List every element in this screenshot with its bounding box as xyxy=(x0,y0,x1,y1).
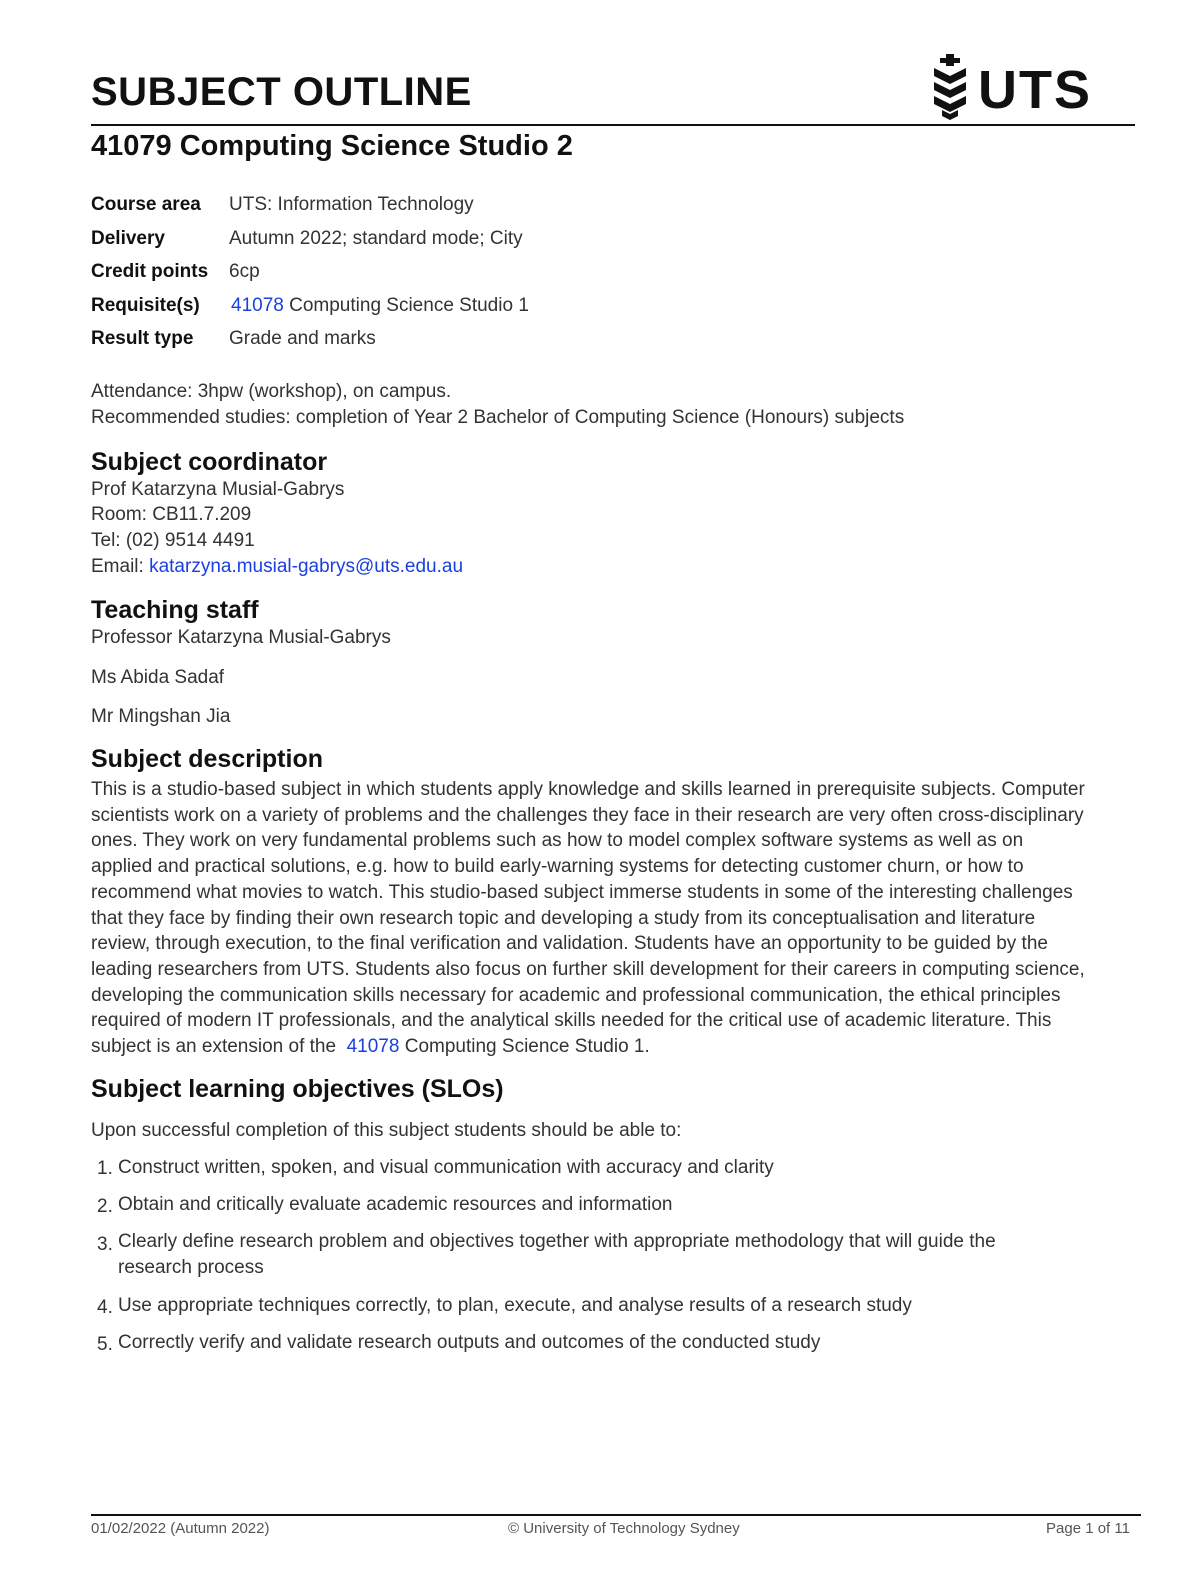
description-last-suffix: Computing Science Studio 1. xyxy=(404,1036,650,1058)
teaching-staff-heading: Teaching staff xyxy=(91,596,259,624)
description-line: scientists work on a variety of problems and the challenges they face in their research are very often cross-disciplinary xyxy=(91,804,1084,826)
result-type-label: Result type xyxy=(91,328,194,349)
credit-points-label: Credit points xyxy=(91,261,209,282)
result-type-value: Grade and marks xyxy=(229,328,376,349)
slos-intro: Upon successful completion of this subject students should be able to: xyxy=(91,1120,682,1141)
slo-number: 4. xyxy=(97,1297,113,1318)
description-line: ones. They work on very fundamental problems such as how to model complex software systems as well as on xyxy=(91,830,1024,852)
uts-crest-icon xyxy=(928,54,972,124)
slo-text: Correctly verify and validate research outputs and outcomes of the conducted study xyxy=(118,1332,821,1353)
document-title: SUBJECT OUTLINE xyxy=(91,70,472,114)
slo-text: Use appropriate techniques correctly, to plan, execute, and analyse results of a research study xyxy=(118,1295,912,1316)
staff-member: Mr Mingshan Jia xyxy=(91,706,231,727)
coordinator-tel: Tel: (02) 9514 4491 xyxy=(91,530,255,551)
slo-number: 2. xyxy=(97,1196,113,1217)
footer-copyright: © University of Technology Sydney xyxy=(508,1520,740,1537)
staff-member: Professor Katarzyna Musial-Gabrys xyxy=(91,627,391,648)
slo-number: 1. xyxy=(97,1158,113,1179)
delivery-label: Delivery xyxy=(91,228,165,249)
slo-text: Clearly define research problem and objectives together with appropriate methodology that will guide the xyxy=(118,1231,996,1252)
description-line: review, through execution, to the final verification and validation. Students have an opportunity to be guided by the xyxy=(91,933,1048,955)
slo-text: Obtain and critically evaluate academic resources and information xyxy=(118,1194,673,1215)
description-line: recommend what movies to watch. This studio-based subject immerse students in some of the interesting challenges xyxy=(91,881,1073,903)
description-last-line xyxy=(91,1034,1141,1060)
slo-text: Construct written, spoken, and visual communication with accuracy and clarity xyxy=(118,1157,774,1178)
attendance-text: Attendance: 3hpw (workshop), on campus. xyxy=(91,381,452,402)
coordinator-heading: Subject coordinator xyxy=(91,448,328,476)
description-line: developing the communication skills necessary for academic and professional communication, the ethical principles xyxy=(91,984,1061,1006)
slo-number: 5. xyxy=(97,1334,113,1355)
description-line: leading researchers from UTS. Students also focus on further skill development for their careers in computing science, xyxy=(91,958,1085,980)
slo-text-continuation: research process xyxy=(118,1257,264,1278)
coordinator-room: Room: CB11.7.209 xyxy=(91,504,252,525)
subject-title: 41079 Computing Science Studio 2 xyxy=(91,130,573,162)
course-area-value: UTS: Information Technology xyxy=(229,194,474,215)
description-line: applied and practical solutions, e.g. how to build early-warning systems for detecting customer churn, or how to xyxy=(91,856,1024,878)
description-line: This is a studio-based subject in which students apply knowledge and skills learned in prerequisite subjects. Computer xyxy=(91,779,1085,800)
uts-logo-text: UTS xyxy=(978,60,1092,120)
footer-divider xyxy=(91,1514,1141,1516)
slos-heading: Subject learning objectives (SLOs) xyxy=(91,1075,504,1103)
footer-page-number: Page 1 of 11 xyxy=(1046,1520,1130,1537)
requisite-link-41078[interactable]: 41078 xyxy=(231,295,284,316)
slo-number: 3. xyxy=(97,1234,113,1255)
description-heading: Subject description xyxy=(91,745,323,773)
footer-date: 01/02/2022 (Autumn 2022) xyxy=(91,1520,270,1537)
requisites-label: Requisite(s) xyxy=(91,295,200,316)
description-link-41078[interactable]: 41078 xyxy=(346,1036,400,1058)
description-line: that they face by finding their own research topic and developing a study from its conceptualisation and literature xyxy=(91,907,1036,929)
delivery-value: Autumn 2022; standard mode; City xyxy=(229,228,523,249)
email-label: Email: xyxy=(91,556,144,577)
coordinator-email-line xyxy=(91,556,463,578)
staff-member: Ms Abida Sadaf xyxy=(91,667,225,688)
header-divider xyxy=(91,124,1135,126)
recommended-studies-text: Recommended studies: completion of Year 2 Bachelor of Computing Science (Honours) subjects xyxy=(91,407,905,428)
description-last-prefix: subject is an extension of the xyxy=(91,1036,337,1058)
coordinator-email-link[interactable]: katarzyna.musial-gabrys@uts.edu.au xyxy=(149,556,464,577)
requisites-value xyxy=(231,295,529,317)
subject-description xyxy=(91,777,1141,1060)
description-line: required of modern IT professionals, and the analytical skills needed for the critical use of academic literature. This xyxy=(91,1010,1052,1032)
requisite-subject-name: Computing Science Studio 1 xyxy=(289,295,529,316)
coordinator-name: Prof Katarzyna Musial-Gabrys xyxy=(91,479,345,500)
credit-points-value: 6cp xyxy=(229,261,260,282)
uts-logo xyxy=(928,54,1098,124)
course-area-label: Course area xyxy=(91,194,201,215)
